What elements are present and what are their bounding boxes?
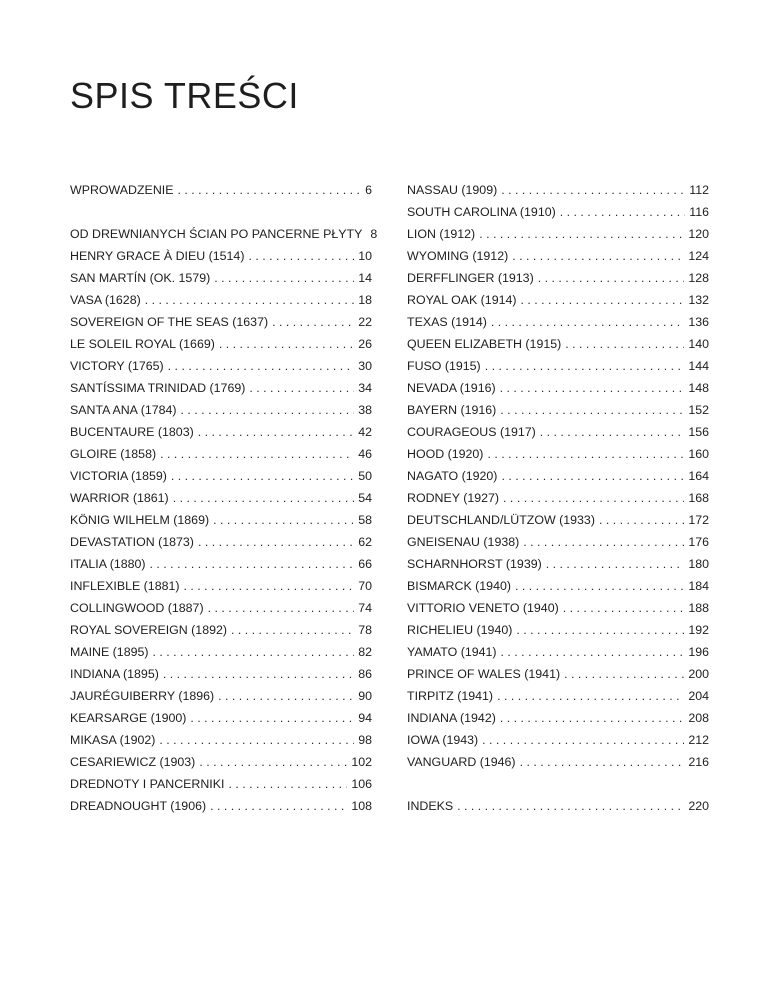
toc-entry-page-number: 62: [358, 535, 372, 549]
toc-entry[interactable]: [70, 487, 372, 509]
toc-entry-page-number: 8: [370, 227, 378, 241]
toc-entry[interactable]: [70, 333, 372, 355]
dot-leader: [516, 619, 684, 641]
toc-entry-title: SOVEREIGN OF THE SEAS (1637): [70, 315, 269, 329]
toc-entry-title: DREADNOUGHT (1906): [70, 799, 207, 813]
toc-entry-page-number: 22: [358, 315, 372, 329]
toc-entry-page-number: 212: [688, 733, 709, 747]
toc-entry[interactable]: [407, 465, 709, 487]
toc-entry-page-number: 136: [688, 315, 709, 329]
dot-leader: [214, 267, 354, 289]
dot-leader: [501, 179, 685, 201]
toc-entry-page-number: 58: [358, 513, 372, 527]
toc-entry-title: KÖNIG WILHELM (1869): [70, 513, 210, 527]
toc-entry-title: HOOD (1920): [407, 447, 484, 461]
toc-entry-page-number: 98: [358, 733, 372, 747]
toc-entry-title: LION (1912): [407, 227, 476, 241]
toc-entry-page-number: 148: [688, 381, 709, 395]
dot-leader: [173, 487, 355, 509]
toc-entry-title: INDEKS: [407, 799, 454, 813]
toc-entry[interactable]: [70, 179, 372, 201]
dot-leader: [479, 223, 684, 245]
dot-leader: [228, 773, 347, 795]
toc-entry-title: NEVADA (1916): [407, 381, 496, 395]
toc-entry[interactable]: [70, 355, 372, 377]
dot-leader: [190, 707, 354, 729]
toc-entry[interactable]: [70, 245, 372, 267]
toc-entry[interactable]: [70, 773, 372, 795]
toc-entry[interactable]: [407, 509, 709, 531]
toc-entry-page-number: 204: [688, 689, 709, 703]
toc-entry[interactable]: [70, 465, 372, 487]
toc-entry-page-number: 54: [358, 491, 372, 505]
dot-leader: [145, 289, 354, 311]
toc-entry[interactable]: [407, 641, 709, 663]
toc-entry-page-number: 116: [689, 205, 709, 219]
toc-entry[interactable]: [407, 729, 709, 751]
toc-entry-page-number: 78: [358, 623, 372, 637]
dot-leader: [171, 465, 354, 487]
toc-entry-title: VANGUARD (1946): [407, 755, 516, 769]
toc-entry[interactable]: [407, 443, 709, 465]
toc-entry[interactable]: [407, 289, 709, 311]
toc-entry[interactable]: [407, 707, 709, 729]
dot-leader: [181, 399, 355, 421]
dot-leader: [485, 355, 685, 377]
toc-entry-page-number: 156: [688, 425, 709, 439]
toc-entry-page-number: 140: [688, 337, 709, 351]
toc-entry-page-number: 42: [358, 425, 372, 439]
toc-entry-page-number: 74: [358, 601, 372, 615]
toc-entry-title: JAURÉGUIBERRY (1896): [70, 689, 215, 703]
toc-entry-title: KEARSARGE (1900): [70, 711, 187, 725]
toc-entry[interactable]: [407, 333, 709, 355]
toc-entry-page-number: 216: [688, 755, 709, 769]
dot-leader: [521, 289, 685, 311]
toc-entry[interactable]: [407, 553, 709, 575]
toc-entry[interactable]: [407, 487, 709, 509]
dot-leader: [523, 531, 684, 553]
toc-entry-title: NAGATO (1920): [407, 469, 498, 483]
dot-leader: [177, 179, 361, 201]
toc-entry-page-number: 10: [358, 249, 372, 263]
toc-entry-page-number: 200: [688, 667, 709, 681]
toc-entry-page-number: 102: [351, 755, 372, 769]
toc-entry[interactable]: [70, 509, 372, 531]
toc-entry-title: YAMATO (1941): [407, 645, 497, 659]
toc-entry-page-number: 220: [688, 799, 709, 813]
toc-entry-title: SANTA ANA (1784): [70, 403, 177, 417]
toc-entry-title: INDIANA (1942): [407, 711, 496, 725]
toc-entry-title: BISMARCK (1940): [407, 579, 511, 593]
toc-entry-title: COURAGEOUS (1917): [407, 425, 536, 439]
toc-left-column: [70, 179, 378, 817]
toc-entry[interactable]: [70, 553, 372, 575]
dot-leader: [560, 201, 686, 223]
toc-entry-page-number: 128: [688, 271, 709, 285]
toc-entry-title: SANTÍSSIMA TRINIDAD (1769): [70, 381, 246, 395]
toc-entry[interactable]: [70, 531, 372, 553]
dot-leader: [457, 795, 684, 817]
toc-entry-page-number: 108: [351, 799, 372, 813]
toc-entry[interactable]: [70, 575, 372, 597]
dot-leader: [520, 751, 685, 773]
toc-entry-page-number: 180: [688, 557, 709, 571]
toc-entry-title: MAINE (1895): [70, 645, 149, 659]
dot-leader: [501, 641, 685, 663]
toc-entry-page-number: 70: [358, 579, 372, 593]
toc-entry[interactable]: [407, 201, 709, 223]
dot-leader: [168, 355, 355, 377]
toc-entry-title: RICHELIEU (1940): [407, 623, 513, 637]
dot-leader: [159, 729, 354, 751]
toc-entry[interactable]: [407, 355, 709, 377]
toc-entry-page-number: 152: [688, 403, 709, 417]
dot-leader: [599, 509, 684, 531]
toc-entry-page-number: 82: [358, 645, 372, 659]
dot-leader: [184, 575, 355, 597]
dot-leader: [564, 663, 684, 685]
toc-entry[interactable]: [407, 223, 709, 245]
toc-entry-title: CESARIEWICZ (1903): [70, 755, 196, 769]
toc-entry-page-number: 132: [688, 293, 709, 307]
toc-entry[interactable]: [70, 685, 372, 707]
toc-entry-title: SAN MARTÍN (OK. 1579): [70, 271, 211, 285]
toc-entry-title: OD DREWNIANYCH ŚCIAN PO PANCERNE PŁYTY: [70, 227, 363, 241]
toc-entry-title: DERFFLINGER (1913): [407, 271, 534, 285]
toc-entry-title: TEXAS (1914): [407, 315, 487, 329]
toc-entry-page-number: 196: [688, 645, 709, 659]
dot-leader: [198, 531, 354, 553]
dot-leader: [208, 597, 355, 619]
toc-entry-title: WYOMING (1912): [407, 249, 509, 263]
toc-entry-page-number: 188: [688, 601, 709, 615]
toc-entry-title: WARRIOR (1861): [70, 491, 169, 505]
page-title: SPIS TREŚCI: [70, 75, 299, 116]
toc-entry-title: SOUTH CAROLINA (1910): [407, 205, 556, 219]
toc-entry-page-number: 30: [358, 359, 372, 373]
toc-entry[interactable]: [407, 663, 709, 685]
dot-leader: [272, 311, 354, 333]
toc-entry[interactable]: [70, 399, 372, 421]
toc-entry[interactable]: [70, 751, 372, 773]
toc-entry-title: MIKASA (1902): [70, 733, 156, 747]
toc-entry-title: HENRY GRACE À DIEU (1514): [70, 249, 245, 263]
toc-entry-page-number: 168: [688, 491, 709, 505]
dot-leader: [231, 619, 354, 641]
dot-leader: [199, 751, 347, 773]
toc-entry-title: VITTORIO VENETO (1940): [407, 601, 559, 615]
toc-entry-page-number: 86: [358, 667, 372, 681]
dot-leader: [213, 509, 354, 531]
toc-entry-title: ROYAL OAK (1914): [407, 293, 517, 307]
toc-entry[interactable]: [407, 267, 709, 289]
toc-entry-title: DEVASTATION (1873): [70, 535, 194, 549]
toc-entry[interactable]: [70, 597, 372, 619]
toc-entry[interactable]: [407, 597, 709, 619]
toc-entry-page-number: 160: [688, 447, 709, 461]
toc-entry-title: RODNEY (1927): [407, 491, 500, 505]
toc-entry-page-number: 176: [688, 535, 709, 549]
toc-entry-title: FUSO (1915): [407, 359, 481, 373]
toc-entry-title: TIRPITZ (1941): [407, 689, 494, 703]
dot-leader: [219, 333, 354, 355]
toc-entry-page-number: 34: [358, 381, 372, 395]
toc-entry-title: BUCENTAURE (1803): [70, 425, 194, 439]
dot-leader: [538, 267, 685, 289]
toc-entry-title: INFLEXIBLE (1881): [70, 579, 180, 593]
dot-leader: [546, 553, 685, 575]
toc-entry[interactable]: [70, 223, 378, 245]
toc-entry[interactable]: [407, 619, 709, 641]
toc-entry-page-number: 6: [365, 183, 372, 197]
dot-leader: [210, 795, 347, 817]
toc-entry[interactable]: [407, 245, 709, 267]
toc-entry[interactable]: [407, 311, 709, 333]
toc-entry-title: NASSAU (1909): [407, 183, 498, 197]
dot-leader: [248, 245, 354, 267]
toc-entry-title: SCHARNHORST (1939): [407, 557, 542, 571]
toc-entry[interactable]: [407, 795, 709, 817]
dot-leader: [482, 729, 684, 751]
toc-entry-page-number: 106: [351, 777, 372, 791]
dot-leader: [501, 465, 684, 487]
toc-entry-title: ROYAL SOVEREIGN (1892): [70, 623, 227, 637]
toc-entry[interactable]: [407, 575, 709, 597]
toc-entry-title: VICTORY (1765): [70, 359, 164, 373]
toc-entry-page-number: 18: [358, 293, 372, 307]
dot-leader: [500, 399, 684, 421]
toc-entry[interactable]: [70, 421, 372, 443]
dot-leader: [540, 421, 685, 443]
toc-entry[interactable]: [70, 443, 372, 465]
toc-entry-title: GNEISENAU (1938): [407, 535, 520, 549]
toc-entry-page-number: 120: [688, 227, 709, 241]
toc-entry[interactable]: [407, 751, 709, 773]
dot-leader: [249, 377, 354, 399]
toc-entry[interactable]: [70, 729, 372, 751]
toc-entry[interactable]: [70, 619, 372, 641]
dot-leader: [515, 575, 684, 597]
toc-entry-page-number: 14: [358, 271, 372, 285]
toc-entry-page-number: 112: [689, 183, 709, 197]
toc-entry-page-number: 94: [358, 711, 372, 725]
dot-leader: [503, 487, 684, 509]
dot-leader: [150, 553, 355, 575]
toc-entry[interactable]: [70, 707, 372, 729]
toc-entry-title: DEUTSCHLAND/LÜTZOW (1933): [407, 513, 595, 527]
toc-entry-title: INDIANA (1895): [70, 667, 159, 681]
toc-entry-page-number: 172: [688, 513, 709, 527]
toc-entry-page-number: 46: [358, 447, 372, 461]
toc-entry-page-number: 164: [688, 469, 709, 483]
toc-entry[interactable]: [407, 531, 709, 553]
toc-entry[interactable]: [70, 663, 372, 685]
toc-entry-title: COLLINGWOOD (1887): [70, 601, 204, 615]
toc-entry[interactable]: [407, 179, 709, 201]
toc-entry[interactable]: [70, 377, 372, 399]
toc-entry-page-number: 26: [358, 337, 372, 351]
dot-leader: [497, 685, 684, 707]
toc-entry[interactable]: [70, 641, 372, 663]
toc-entry[interactable]: [70, 289, 372, 311]
toc-entry-title: PRINCE OF WALES (1941): [407, 667, 561, 681]
toc-entry-title: GLOIRE (1858): [70, 447, 157, 461]
toc-entry-page-number: 208: [688, 711, 709, 725]
dot-leader: [491, 311, 684, 333]
toc-entry[interactable]: [70, 311, 372, 333]
toc-entry-title: DREDNOTY I PANCERNIKI: [70, 777, 225, 791]
toc-entry[interactable]: [407, 421, 709, 443]
toc-entry-page-number: 192: [688, 623, 709, 637]
dot-leader: [218, 685, 354, 707]
toc-entry[interactable]: [70, 795, 372, 817]
toc-entry[interactable]: [407, 399, 709, 421]
dot-leader: [198, 421, 354, 443]
dot-leader: [163, 663, 354, 685]
toc-entry-title: BAYERN (1916): [407, 403, 497, 417]
toc-entry-page-number: 144: [688, 359, 709, 373]
toc-entry[interactable]: [70, 267, 372, 289]
toc-entry[interactable]: [407, 685, 709, 707]
toc-entry-title: VICTORIA (1859): [70, 469, 167, 483]
toc-entry-page-number: 124: [688, 249, 709, 263]
toc-entry-title: WPROWADZENIE: [70, 183, 174, 197]
dot-leader: [500, 377, 685, 399]
dot-leader: [563, 597, 685, 619]
toc-entry-title: IOWA (1943): [407, 733, 479, 747]
toc-entry-page-number: 184: [688, 579, 709, 593]
toc-right-column: [407, 179, 709, 817]
toc-entry-title: VASA (1628): [70, 293, 141, 307]
dot-leader: [487, 443, 684, 465]
toc-entry-page-number: 38: [358, 403, 372, 417]
dot-leader: [512, 245, 684, 267]
toc-entry-title: ITALIA (1880): [70, 557, 146, 571]
toc-entry-page-number: 90: [358, 689, 372, 703]
dot-leader: [160, 443, 354, 465]
dot-leader: [153, 641, 355, 663]
toc-entry-page-number: 66: [358, 557, 372, 571]
dot-leader: [565, 333, 684, 355]
toc-entry-title: QUEEN ELIZABETH (1915): [407, 337, 562, 351]
toc-entry[interactable]: [407, 377, 709, 399]
dot-leader: [500, 707, 684, 729]
toc-entry-title: LE SOLEIL ROYAL (1669): [70, 337, 215, 351]
toc-entry-page-number: 50: [358, 469, 372, 483]
